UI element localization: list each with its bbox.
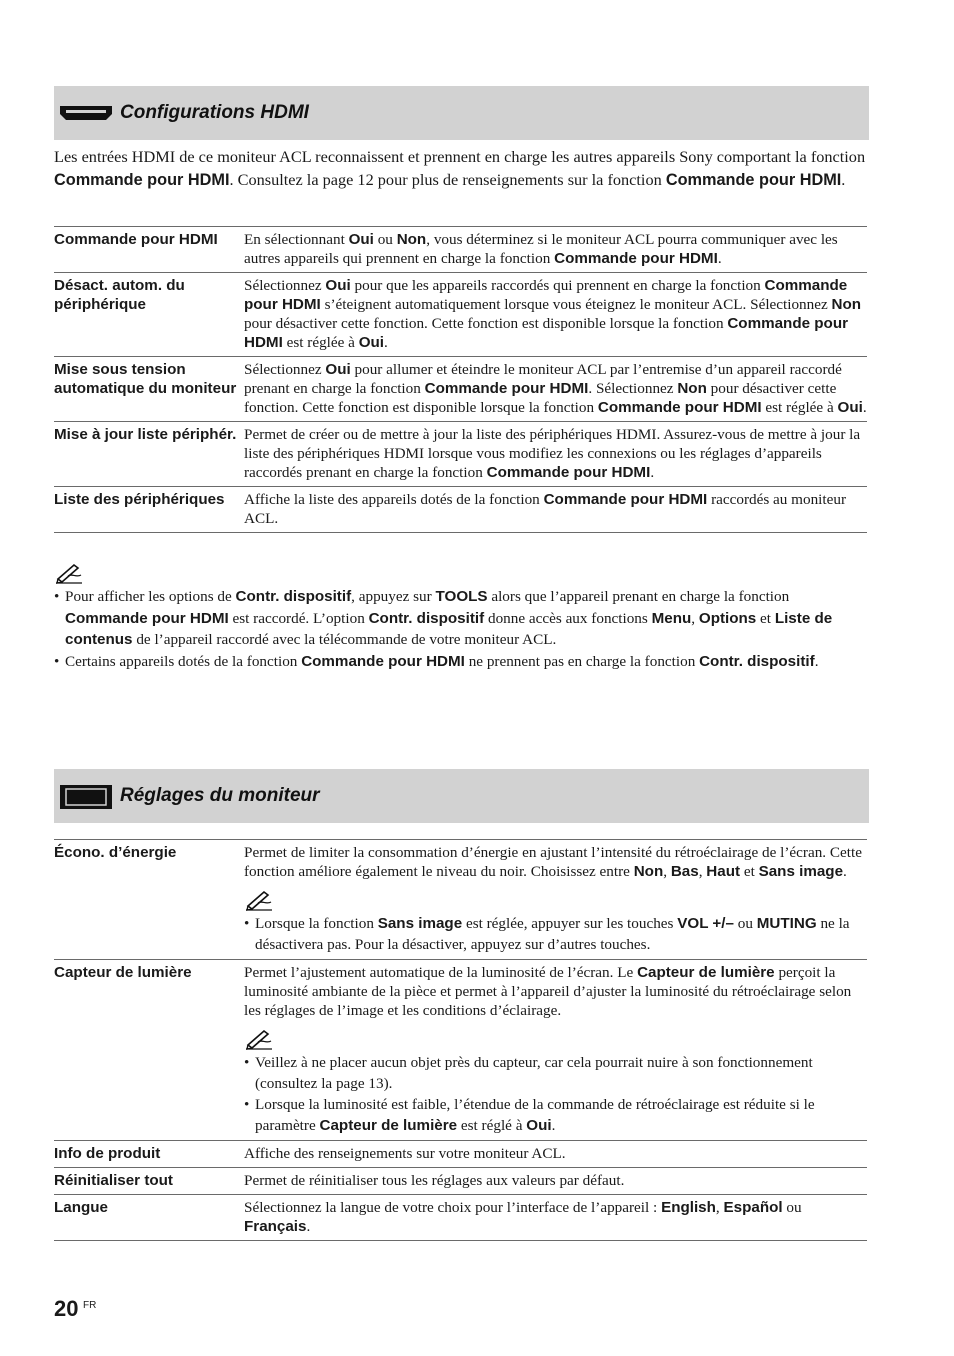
bold-term: Oui bbox=[526, 1117, 552, 1134]
text-run: donne accès aux fonctions bbox=[484, 609, 652, 627]
bold-term: Capteur de lumière bbox=[637, 964, 775, 981]
text-run: Sélectionnez bbox=[244, 361, 326, 378]
bold-term: Capteur de lumière bbox=[319, 1117, 458, 1134]
text-run: , bbox=[715, 1199, 724, 1216]
description-text bbox=[244, 360, 867, 417]
text-run: En sélectionnant bbox=[244, 231, 349, 248]
text-run: ou bbox=[373, 231, 397, 248]
bold-term: Contr. dispositif bbox=[235, 588, 352, 605]
settings-row bbox=[54, 487, 867, 533]
text-run: alors que l’appareil prenant en charge la fonction bbox=[487, 588, 790, 605]
setting-name: Désact. autom. du périphérique bbox=[54, 273, 244, 357]
hdmi-settings-table bbox=[54, 226, 867, 533]
section-title-monitor: Réglages du moniteur bbox=[120, 785, 320, 806]
description-text bbox=[244, 963, 867, 1020]
setting-name: Écono. d’énergie bbox=[54, 840, 244, 960]
text-run: pour désactiver cette fonction. Cette fonction est disponible lorsque la fonction bbox=[244, 315, 728, 332]
text-run: , vous déterminez si le moniteur ACL pourra communiquer avec les autres appareils qui prennent en charge la fonction bbox=[244, 231, 838, 267]
settings-row bbox=[54, 227, 867, 273]
bold-term: Liste de contenus bbox=[65, 609, 833, 648]
bold-term: Commande pour HDMI bbox=[554, 250, 718, 267]
text-run: est réglé à bbox=[457, 1117, 527, 1134]
text-run: . bbox=[841, 170, 846, 189]
text-run: ou bbox=[782, 1199, 802, 1216]
bold-term: Bas bbox=[670, 863, 699, 880]
pencil-note-icon bbox=[54, 562, 84, 584]
text-run: et bbox=[756, 609, 775, 627]
text-run: est réglée à bbox=[282, 334, 359, 351]
setting-description bbox=[244, 422, 867, 487]
settings-row bbox=[54, 273, 867, 357]
bold-term: Commande pour HDMI bbox=[543, 491, 708, 508]
text-run: est réglée, appuyer sur les touches bbox=[462, 915, 678, 932]
note-item bbox=[244, 1052, 867, 1094]
setting-name: Capteur de lumière bbox=[54, 960, 244, 1141]
description-text bbox=[244, 425, 867, 482]
monitor-settings-table bbox=[54, 839, 867, 1241]
bold-term: Contr. dispositif bbox=[699, 652, 815, 670]
setting-description bbox=[244, 273, 867, 357]
text-run: perçoit la luminosité ambiante de la pièce et permet à l’appareil d’ajuster la luminosité du rétroéclairage selon les réglages de l’image et les conditions d’éclairage. bbox=[244, 964, 852, 1019]
setting-description bbox=[244, 1195, 867, 1241]
settings-row bbox=[54, 840, 867, 960]
text-run: pour allumer et éteindre le moniteur ACL par l’entremise d’un appareil raccordé prenant en charge la fonction bbox=[244, 361, 842, 397]
bold-term: Commande pour HDMI bbox=[54, 171, 230, 189]
text-run: Pour afficher les options de bbox=[65, 588, 236, 605]
settings-row bbox=[54, 1168, 867, 1195]
text-run: Sélectionnez la langue de votre choix pour l’interface de l’appareil : bbox=[244, 1199, 662, 1216]
description-text bbox=[244, 230, 867, 268]
description-text bbox=[244, 490, 867, 528]
description-text bbox=[244, 1144, 867, 1163]
text-run: Lorsque la fonction bbox=[255, 915, 378, 932]
bold-term: Oui bbox=[325, 361, 351, 378]
text-run: Sélectionnez bbox=[244, 277, 326, 294]
bold-term: Commande pour HDMI bbox=[424, 380, 589, 397]
text-run: Permet de créer ou de mettre à jour la liste des périphériques HDMI. Assurez-vous de mettre à jour la liste des périphériques HDMI lorsque vous modifiez les connexions ou les réglages d’appareils raccordés prenant en charge la fonction bbox=[244, 426, 861, 481]
text-run: s’éteignent automatiquement lorsque vous éteignez le moniteur ACL. Sélectionnez bbox=[320, 296, 832, 313]
hdmi-intro bbox=[54, 145, 866, 192]
setting-name: Langue bbox=[54, 1195, 244, 1241]
bold-term: Commande pour HDMI bbox=[244, 315, 849, 351]
text-run: . Sélectionnez bbox=[588, 380, 678, 397]
page-language-code: FR bbox=[83, 1300, 97, 1311]
bold-term: MUTING bbox=[756, 915, 817, 932]
note-item bbox=[54, 651, 854, 673]
text-run: . bbox=[862, 399, 867, 416]
bold-term: Oui bbox=[348, 231, 374, 248]
text-run: est réglée à bbox=[761, 399, 838, 416]
text-run: Certains appareils dotés de la fonction bbox=[65, 652, 302, 670]
bold-term: Non bbox=[633, 863, 664, 880]
settings-row bbox=[54, 357, 867, 422]
bold-term: Commande pour HDMI bbox=[244, 277, 848, 313]
bold-term: Sans image bbox=[758, 863, 844, 880]
bold-term: Commande pour HDMI bbox=[597, 399, 762, 416]
setting-name: Info de produit bbox=[54, 1141, 244, 1168]
description-text bbox=[244, 1198, 867, 1236]
bold-term: Oui bbox=[837, 399, 863, 416]
text-run: Affiche des renseignements sur votre moniteur ACL. bbox=[244, 1145, 566, 1162]
setting-name: Liste des périphériques bbox=[54, 487, 244, 533]
text-run: ne la désactivera pas. Pour la désactiver, appuyez sur d’autres touches. bbox=[255, 915, 850, 953]
setting-description bbox=[244, 227, 867, 273]
text-run: . Consultez la page 12 pour plus de renseignements sur la fonction bbox=[229, 170, 666, 189]
setting-description bbox=[244, 357, 867, 422]
bold-term: Non bbox=[396, 231, 427, 248]
settings-row bbox=[54, 1141, 867, 1168]
text-run: Lorsque la luminosité est faible, l’étendue de la commande de rétroéclairage est réduite si le paramètre bbox=[255, 1096, 815, 1134]
text-run: pour que les appareils raccordés qui prennent en charge la fonction bbox=[350, 277, 765, 294]
monitor-screen-icon bbox=[58, 783, 114, 811]
bold-term: Commande pour HDMI bbox=[301, 652, 465, 670]
setting-description bbox=[244, 1168, 867, 1195]
note-item bbox=[244, 1094, 867, 1136]
bold-term: Options bbox=[698, 609, 757, 627]
text-run: Les entrées HDMI de ce moniteur ACL reconnaissent et prennent en charge les autres appareils Sony comportant la fonction bbox=[54, 147, 866, 166]
note-item bbox=[244, 913, 867, 955]
settings-row bbox=[54, 1195, 867, 1241]
bold-term: Oui bbox=[358, 334, 385, 351]
text-run: ou bbox=[733, 915, 757, 932]
setting-description bbox=[244, 1141, 867, 1168]
text-run: . bbox=[650, 464, 655, 481]
text-run: est raccordé. L’option bbox=[228, 609, 369, 627]
text-run: , bbox=[691, 609, 699, 627]
page-number: 20 bbox=[54, 1296, 79, 1321]
hdmi-connector-icon bbox=[58, 102, 114, 124]
text-run: Veillez à ne placer aucun objet près du capteur, car cela pourrait nuire à son fonctionnement (consultez la page 13). bbox=[255, 1054, 813, 1092]
text-run: . bbox=[814, 652, 819, 670]
bold-term: Sans image bbox=[377, 915, 463, 932]
bold-term: Haut bbox=[706, 863, 741, 880]
bold-term: Contr. dispositif bbox=[368, 609, 485, 627]
bold-term: Español bbox=[723, 1199, 783, 1216]
text-run: , bbox=[698, 863, 707, 880]
bold-term: Commande pour HDMI bbox=[65, 609, 229, 627]
section-header-monitor bbox=[54, 769, 869, 823]
settings-row bbox=[54, 960, 867, 1141]
pencil-note-icon bbox=[244, 1028, 274, 1050]
text-run: . bbox=[717, 250, 722, 267]
text-run: de l’appareil raccordé avec la télécommande de votre moniteur ACL. bbox=[132, 631, 557, 648]
setting-description bbox=[244, 487, 867, 533]
text-run: , appuyez sur bbox=[351, 588, 436, 605]
section-title-hdmi: Configurations HDMI bbox=[120, 102, 309, 123]
text-run: et bbox=[740, 863, 759, 880]
bold-term: VOL +/– bbox=[677, 915, 734, 932]
settings-row bbox=[54, 422, 867, 487]
bold-term: Oui bbox=[325, 277, 351, 294]
text-run: . bbox=[306, 1218, 311, 1235]
text-run: ne prennent pas en charge la fonction bbox=[464, 652, 700, 670]
text-run: , bbox=[663, 863, 671, 880]
text-run: Affiche la liste des appareils dotés de la fonction bbox=[244, 491, 544, 508]
bold-term: Français bbox=[244, 1218, 307, 1235]
text-run: . bbox=[843, 863, 847, 880]
bold-term: TOOLS bbox=[435, 588, 488, 605]
bold-term: Non bbox=[677, 380, 707, 397]
description-text bbox=[244, 1171, 867, 1190]
note-item bbox=[54, 586, 854, 651]
text-run: . bbox=[384, 334, 388, 351]
hdmi-notes bbox=[54, 554, 854, 672]
setting-name: Mise sous tension automatique du moniteur bbox=[54, 357, 244, 422]
note-list bbox=[244, 913, 867, 955]
bold-term: Non bbox=[831, 296, 862, 313]
description-text bbox=[244, 843, 867, 881]
setting-name: Commande pour HDMI bbox=[54, 227, 244, 273]
bold-term: English bbox=[661, 1199, 716, 1216]
text-run: Permet de réinitialiser tous les réglages aux valeurs par défaut. bbox=[244, 1172, 625, 1189]
pencil-note-icon bbox=[244, 889, 274, 911]
text-run: raccordés au moniteur ACL. bbox=[244, 491, 847, 527]
setting-description bbox=[244, 960, 867, 1141]
setting-name: Réinitialiser tout bbox=[54, 1168, 244, 1195]
section-header-hdmi bbox=[54, 86, 869, 140]
bold-term: Commande pour HDMI bbox=[486, 464, 651, 481]
bold-term: Commande pour HDMI bbox=[665, 171, 842, 189]
note-list bbox=[244, 1052, 867, 1136]
text-run: Permet de limiter la consommation d’énergie en ajustant l’intensité du rétroéclairage de l’écran. Cette fonction améliore également le niveau du noir. Choisissez entre bbox=[244, 844, 862, 880]
text-run: Permet l’ajustement automatique de la luminosité de l’écran. Le bbox=[244, 964, 638, 981]
description-text bbox=[244, 276, 867, 352]
setting-description bbox=[244, 840, 867, 960]
bold-term: Menu bbox=[651, 609, 692, 627]
text-run: . bbox=[551, 1117, 556, 1134]
setting-name: Mise à jour liste périphér. bbox=[54, 422, 244, 487]
text-run: pour désactiver cette fonction. Cette fonction est disponible lorsque la fonction bbox=[244, 380, 837, 416]
